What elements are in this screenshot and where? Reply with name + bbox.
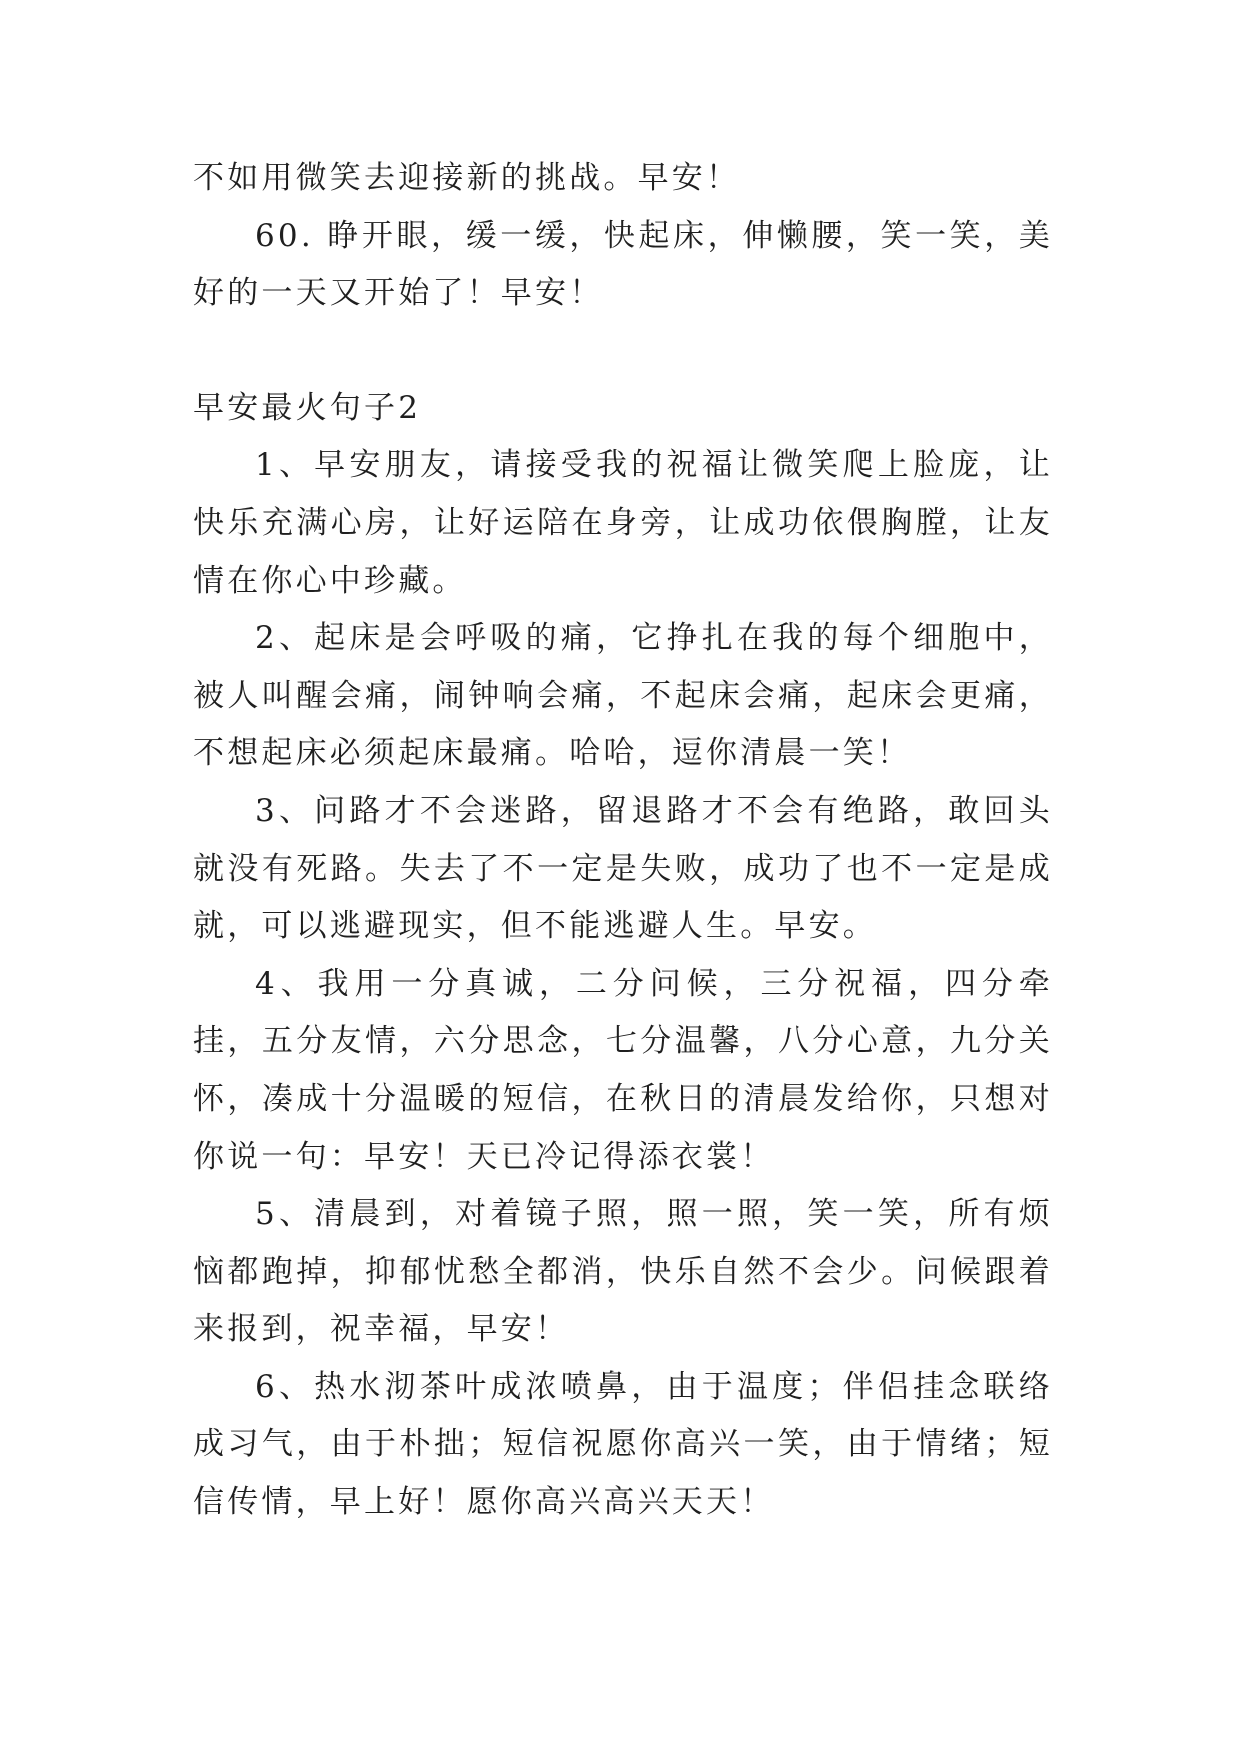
list-item-4: 4、我用一分真诚，二分问候，三分祝福，四分牵挂，五分友情，六分思念，七分温馨，八分心意，九分关怀，凑成十分温暖的短信，在秋日的清晨发给你，只想对你说一句：早安！天已冷记得添衣裳！ [193, 965, 1053, 1175]
list-item-6: 6、热水沏茶叶成浓喷鼻，由于温度；伴侣挂念联络成习气，由于朴拙；短信祝愿你高兴一笑，由于情绪；短信传情，早上好！愿你高兴高兴天天！ [193, 1368, 1053, 1521]
continuation-paragraph: 不如用微笑去迎接新的挑战。早安！ [193, 160, 741, 196]
section-title: 早安最火句子2 [193, 389, 422, 426]
list-item-5: 5、清晨到，对着镜子照，照一照，笑一笑，所有烦恼都跑掉，抑郁忧愁全都消，快乐自然不会少。问候跟着来报到，祝幸福，早安！ [193, 1196, 1053, 1348]
list-item-3: 3、问路才不会迷路，留退路才不会有绝路，敢回头就没有死路。失去了不一定是失败，成功了也不一定是成就，可以逃避现实，但不能逃避人生。早安。 [193, 792, 1053, 945]
list-item-2: 2、起床是会呼吸的痛，它挣扎在我的每个细胞中，被人叫醒会痛，闹钟响会痛，不起床会痛，起床会更痛，不想起床必须起床最痛。哈哈，逗你清晨一笑！ [193, 620, 1053, 772]
document-body [193, 150, 1053, 1532]
list-item-60: 60. 睁开眼，缓一缓，快起床，伸懒腰，笑一笑，美好的一天又开始了！早安！ [193, 217, 1053, 312]
list-item-1: 1、早安朋友，请接受我的祝福让微笑爬上脸庞，让快乐充满心房，让好运陪在身旁，让成功依偎胸膛，让友情在你心中珍藏。 [193, 447, 1053, 599]
